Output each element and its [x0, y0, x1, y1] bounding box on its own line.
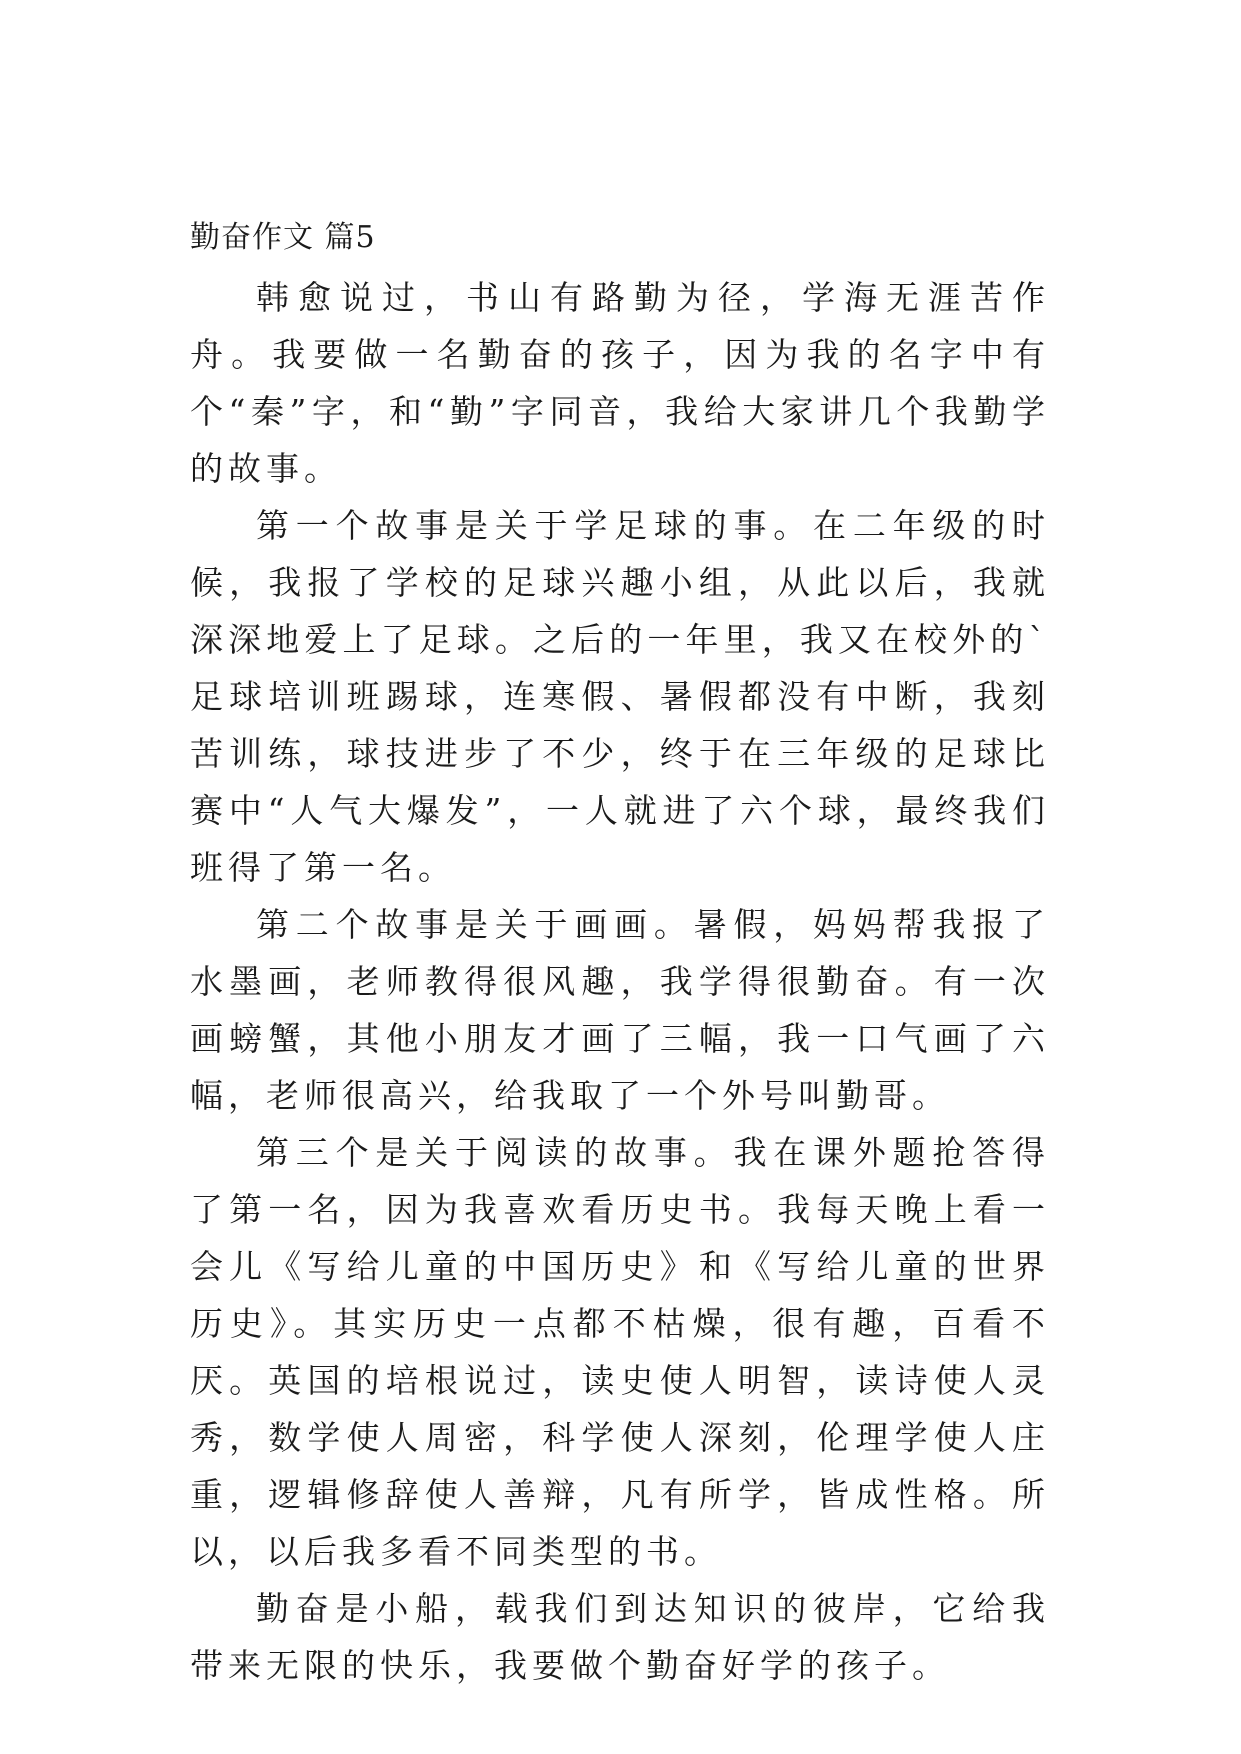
paragraph-football-story: 第一个故事是关于学足球的事。在二年级的时候，我报了学校的足球兴趣小组，从此以后，我就深深地爱上了足球。之后的一年里，我又在校外的`足球培训班踢球，连寒假、暑假都没有中断，我刻苦训练，球技进步了不少，终于在三年级的足球比赛中“人气大爆发”，一人就进了六个球，最终我们班得了第一名。 — [190, 506, 1050, 887]
document-body — [190, 217, 1050, 1694]
paragraph-painting-story: 第二个故事是关于画画。暑假，妈妈帮我报了水墨画，老师教得很风趣，我学得很勤奋。有一次画螃蟹，其他小朋友才画了三幅，我一口气画了六幅，老师很高兴，给我取了一个外号叫勤哥。 — [190, 905, 1050, 1115]
paragraph-intro: 韩愈说过，书山有路勤为径，学海无涯苦作舟。我要做一名勤奋的孩子，因为我的名字中有个“秦”字，和“勤”字同音，我给大家讲几个我勤学的故事。 — [190, 278, 1050, 488]
paragraph-reading-story: 第三个是关于阅读的故事。我在课外题抢答得了第一名，因为我喜欢看历史书。我每天晚上看一会儿《写给儿童的中国历史》和《写给儿童的世界历史》。其实历史一点都不枯燥，很有趣，百看不厌。英国的培根说过，读史使人明智，读诗使人灵秀，数学使人周密，科学使人深刻，伦理学使人庄重，逻辑修辞使人善辩，凡有所学，皆成性格。所以，以后我多看不同类型的书。 — [190, 1133, 1050, 1571]
document-title: 勤奋作文 篇5 — [190, 220, 376, 255]
paragraph-conclusion: 勤奋是小船，载我们到达知识的彼岸，它给我带来无限的快乐，我要做个勤奋好学的孩子。 — [190, 1589, 1050, 1685]
